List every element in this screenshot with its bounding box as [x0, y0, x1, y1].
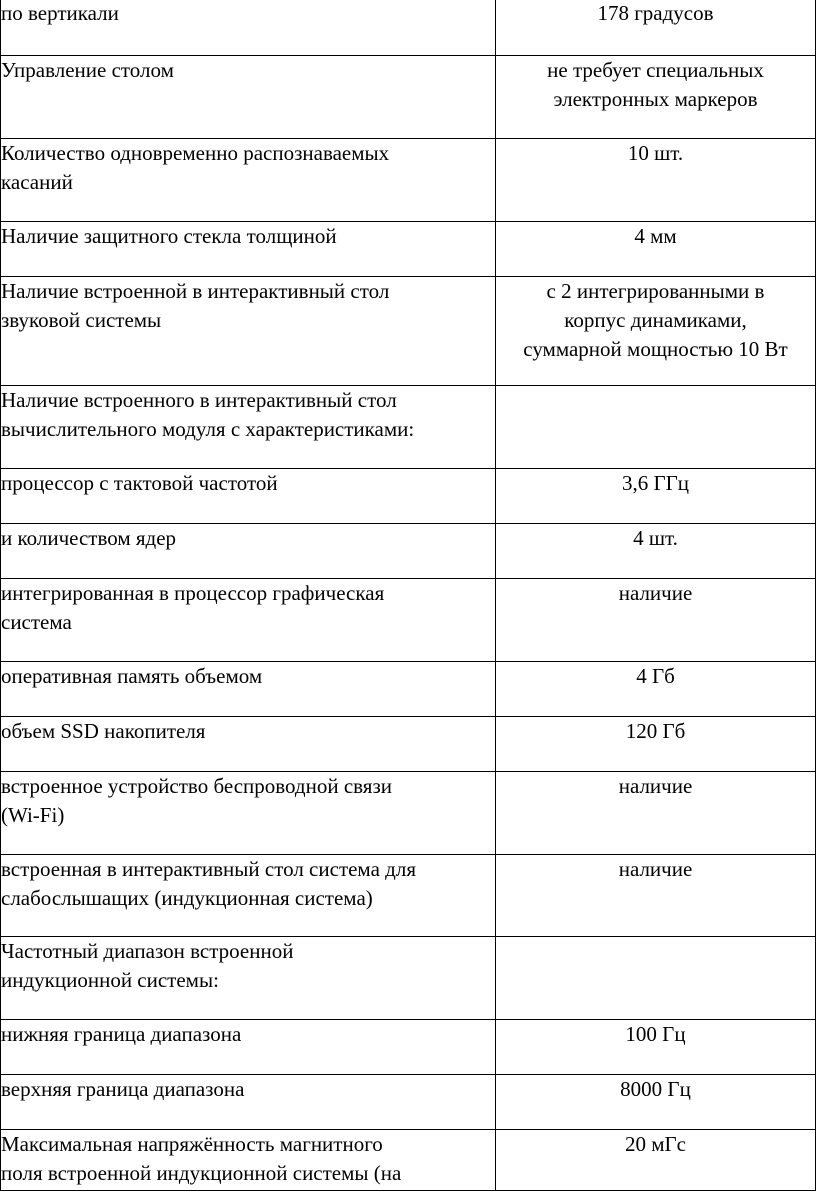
spec-value-cell: [496, 386, 816, 469]
spec-value-cell: [496, 524, 816, 579]
table-row: [1, 1130, 816, 1191]
spec-value-cell: [496, 717, 816, 772]
spec-value: с 2 интегрированными в корпус динамиками, суммарной мощностью 10 Вт: [523, 279, 788, 361]
spec-value: 8000 Гц: [620, 1077, 691, 1101]
spec-label-cell: [1, 662, 496, 717]
spec-value-cell: [496, 662, 816, 717]
spec-label-cell: [1, 579, 496, 662]
table-row: [1, 772, 816, 855]
spec-label: и количеством ядер: [1, 526, 177, 550]
spec-value-cell: [496, 1075, 816, 1130]
spec-label-cell: [1, 277, 496, 386]
spec-label: процессор с тактовой частотой: [1, 471, 278, 495]
table-row: [1, 579, 816, 662]
spec-label: по вертикали: [1, 1, 119, 25]
spec-label: Наличие защитного стекла толщиной: [1, 224, 337, 248]
spec-value: наличие: [618, 581, 693, 605]
spec-value-cell: [496, 469, 816, 524]
spec-value: 3,6 ГГц: [621, 471, 690, 495]
spec-label-cell: [1, 1020, 496, 1075]
spec-value: 4 мм: [634, 224, 677, 248]
spec-label: Количество одновременно распознаваемых касаний: [1, 141, 390, 194]
table-row: [1, 717, 816, 772]
spec-label: нижняя граница диапазона: [1, 1022, 242, 1046]
spec-value: 120 Гб: [625, 719, 686, 743]
spec-value-cell: [496, 855, 816, 937]
spec-label-cell: [1, 469, 496, 524]
spec-value-cell: [496, 222, 816, 277]
spec-value-cell: [496, 579, 816, 662]
table-row: [1, 1020, 816, 1075]
table-row: [1, 56, 816, 139]
spec-value-cell: [496, 772, 816, 855]
spec-label-cell: [1, 717, 496, 772]
spec-label: Наличие встроенной в интерактивный стол звуковой системы: [1, 279, 390, 332]
spec-label-cell: [1, 222, 496, 277]
spec-label: Максимальная напряжённость магнитного поля встроенной индукционной системы (на: [1, 1132, 402, 1185]
spec-value: 4 Гб: [636, 664, 675, 688]
spec-value-cell: [496, 277, 816, 386]
table-row: [1, 855, 816, 937]
spec-label-cell: [1, 1075, 496, 1130]
table-row: [1, 222, 816, 277]
spec-value: 10 шт.: [627, 141, 684, 165]
spec-value: 20 мГс: [624, 1132, 686, 1156]
spec-label-cell: [1, 855, 496, 937]
spec-value: не требует специальных электронных маркеров: [547, 58, 764, 111]
spec-value: 178 градусов: [597, 1, 714, 25]
spec-label: верхняя граница диапазона: [1, 1077, 245, 1101]
spec-label: интегрированная в процессор графическая система: [1, 581, 385, 634]
spec-label-cell: [1, 1130, 496, 1191]
table-row: [1, 469, 816, 524]
table-row: [1, 1075, 816, 1130]
table-row: [1, 662, 816, 717]
spec-label-cell: [1, 937, 496, 1020]
spec-label: объем SSD накопителя: [1, 719, 206, 743]
spec-label-cell: [1, 386, 496, 469]
spec-label-cell: [1, 772, 496, 855]
spec-value-cell: [496, 139, 816, 222]
table-row: [1, 277, 816, 386]
table-row: [1, 937, 816, 1020]
table-row: [1, 0, 816, 56]
spec-value-cell: [496, 1130, 816, 1191]
table-row: [1, 524, 816, 579]
spec-label: Наличие встроенного в интерактивный стол вычислительного модуля с характеристиками:: [1, 388, 415, 441]
spec-label: встроенная в интерактивный стол система для слабослышащих (индукционная система): [1, 857, 416, 910]
spec-value-cell: [496, 937, 816, 1020]
spec-label-cell: [1, 524, 496, 579]
table-row: [1, 386, 816, 469]
spec-value: наличие: [618, 774, 693, 798]
spec-label: встроенное устройство беспроводной связи (Wi-Fi): [1, 774, 392, 827]
spec-value: 4 шт.: [633, 526, 678, 550]
table-row: [1, 139, 816, 222]
spec-label-cell: [1, 56, 496, 139]
spec-label: Управление столом: [1, 58, 174, 82]
spec-value-cell: [496, 0, 816, 56]
spec-value-cell: [496, 1020, 816, 1075]
spec-value-cell: [496, 56, 816, 139]
spec-label-cell: [1, 139, 496, 222]
spec-label: Частотный диапазон встроенной индукционной системы:: [1, 939, 294, 992]
spec-value: наличие: [618, 857, 693, 881]
spec-label: оперативная память объемом: [1, 664, 263, 688]
spec-value: 100 Гц: [625, 1022, 686, 1046]
spec-label-cell: [1, 0, 496, 56]
